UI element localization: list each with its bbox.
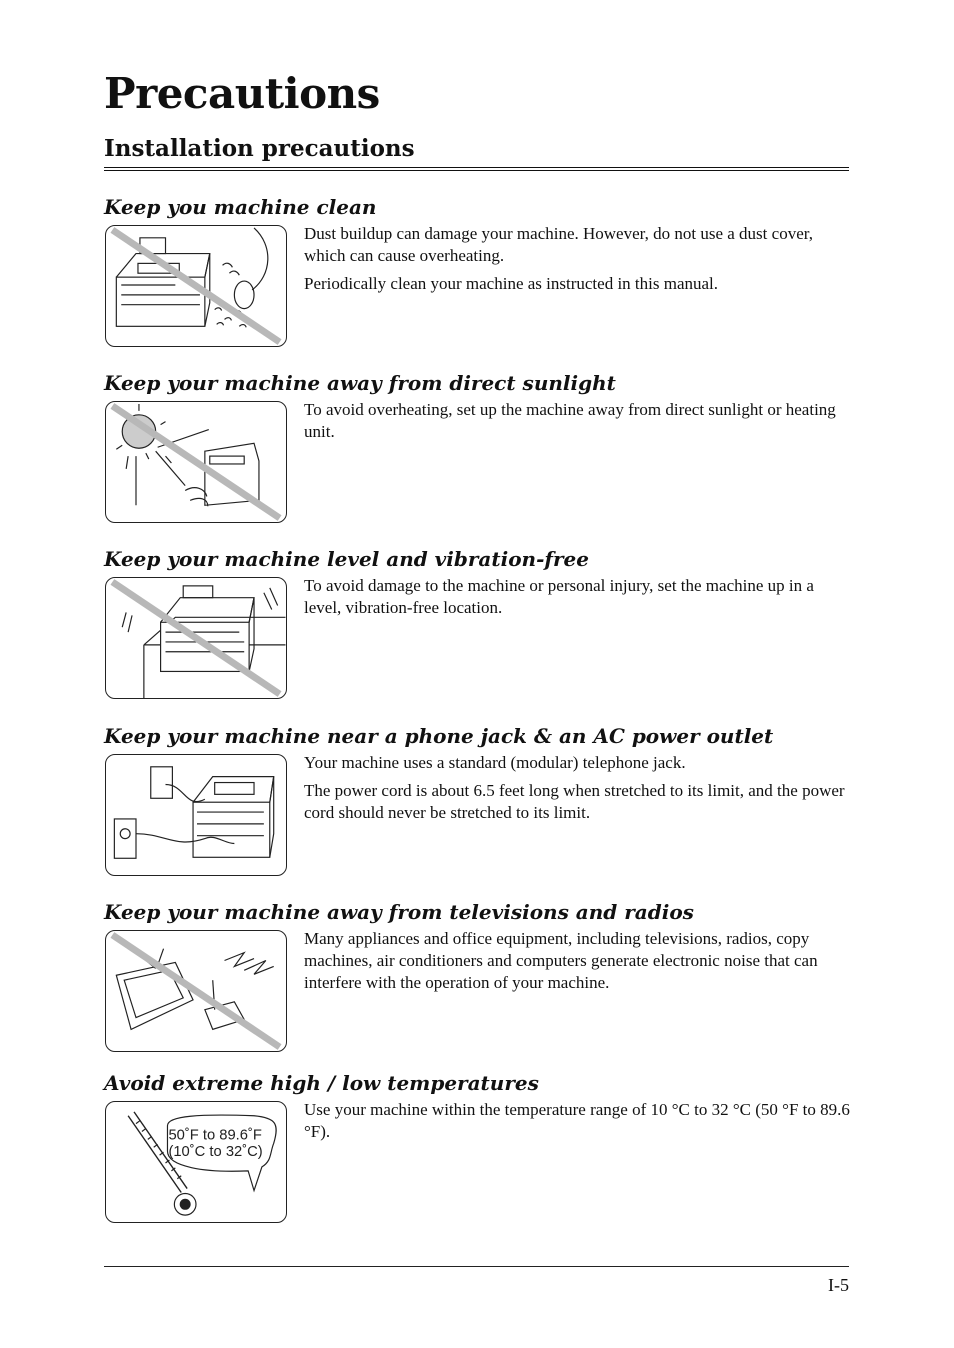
section-description — [304, 575, 852, 625]
page-number: I-5 — [828, 1275, 849, 1295]
footer-rule — [104, 1266, 849, 1267]
prohibition-slash — [112, 406, 279, 518]
paragraph: Many appliances and office equipment, including televisions, radios, copy machines, air conditioners and computers generate electronic noise that can interfere with the operation of your machine. — [304, 929, 818, 992]
temp-range-fahrenheit: 50˚F to 89.6˚F — [168, 1127, 262, 1144]
section-heading: Keep your machine away from direct sunlight — [104, 371, 616, 395]
section-heading: Keep your machine away from televisions and radios — [104, 900, 694, 924]
paragraph: Use your machine within the temperature range of 10 °C to 32 °C (50 °F to 89.6 °F). — [304, 1100, 850, 1141]
temp-range-celsius: (10˚C to 32˚C) — [168, 1144, 263, 1161]
section-description — [304, 1099, 852, 1149]
illustration-sunlight — [105, 401, 287, 523]
section-description — [304, 399, 852, 449]
page-title: Precautions — [104, 69, 380, 118]
prohibition-slash — [112, 230, 279, 342]
section-heading: Keep you machine clean — [104, 195, 377, 219]
section-heading: Keep your machine near a phone jack & an AC power outlet — [104, 724, 774, 748]
paragraph: To avoid overheating, set up the machine away from direct sunlight or heating unit. — [304, 400, 836, 441]
paragraph: Periodically clean your machine as instructed in this manual. — [304, 274, 719, 293]
title-rule — [104, 167, 849, 171]
section-description — [304, 752, 852, 830]
illustration-vibration — [105, 577, 287, 699]
section-description — [304, 928, 852, 1000]
section-description — [304, 223, 852, 301]
section-heading: Keep your machine level and vibration-free — [104, 547, 589, 571]
section-subtitle: Installation precautions — [104, 135, 415, 162]
illustration-television-radio — [105, 930, 287, 1052]
paragraph: Your machine uses a standard (modular) telephone jack. — [304, 753, 686, 772]
prohibition-slash — [112, 935, 279, 1047]
illustration-phone-jack — [105, 754, 287, 876]
illustration-thermometer — [105, 1101, 287, 1223]
illustration-dusty-machine — [105, 225, 287, 347]
paragraph: The power cord is about 6.5 feet long when stretched to its limit, and the power cord should never be stretched to its limit. — [304, 781, 845, 822]
section-heading: Avoid extreme high / low temperatures — [104, 1071, 539, 1095]
paragraph: Dust buildup can damage your machine. However, do not use a dust cover, which can cause overheating. — [304, 224, 813, 265]
paragraph: To avoid damage to the machine or personal injury, set the machine up in a level, vibration-free location. — [304, 576, 814, 617]
